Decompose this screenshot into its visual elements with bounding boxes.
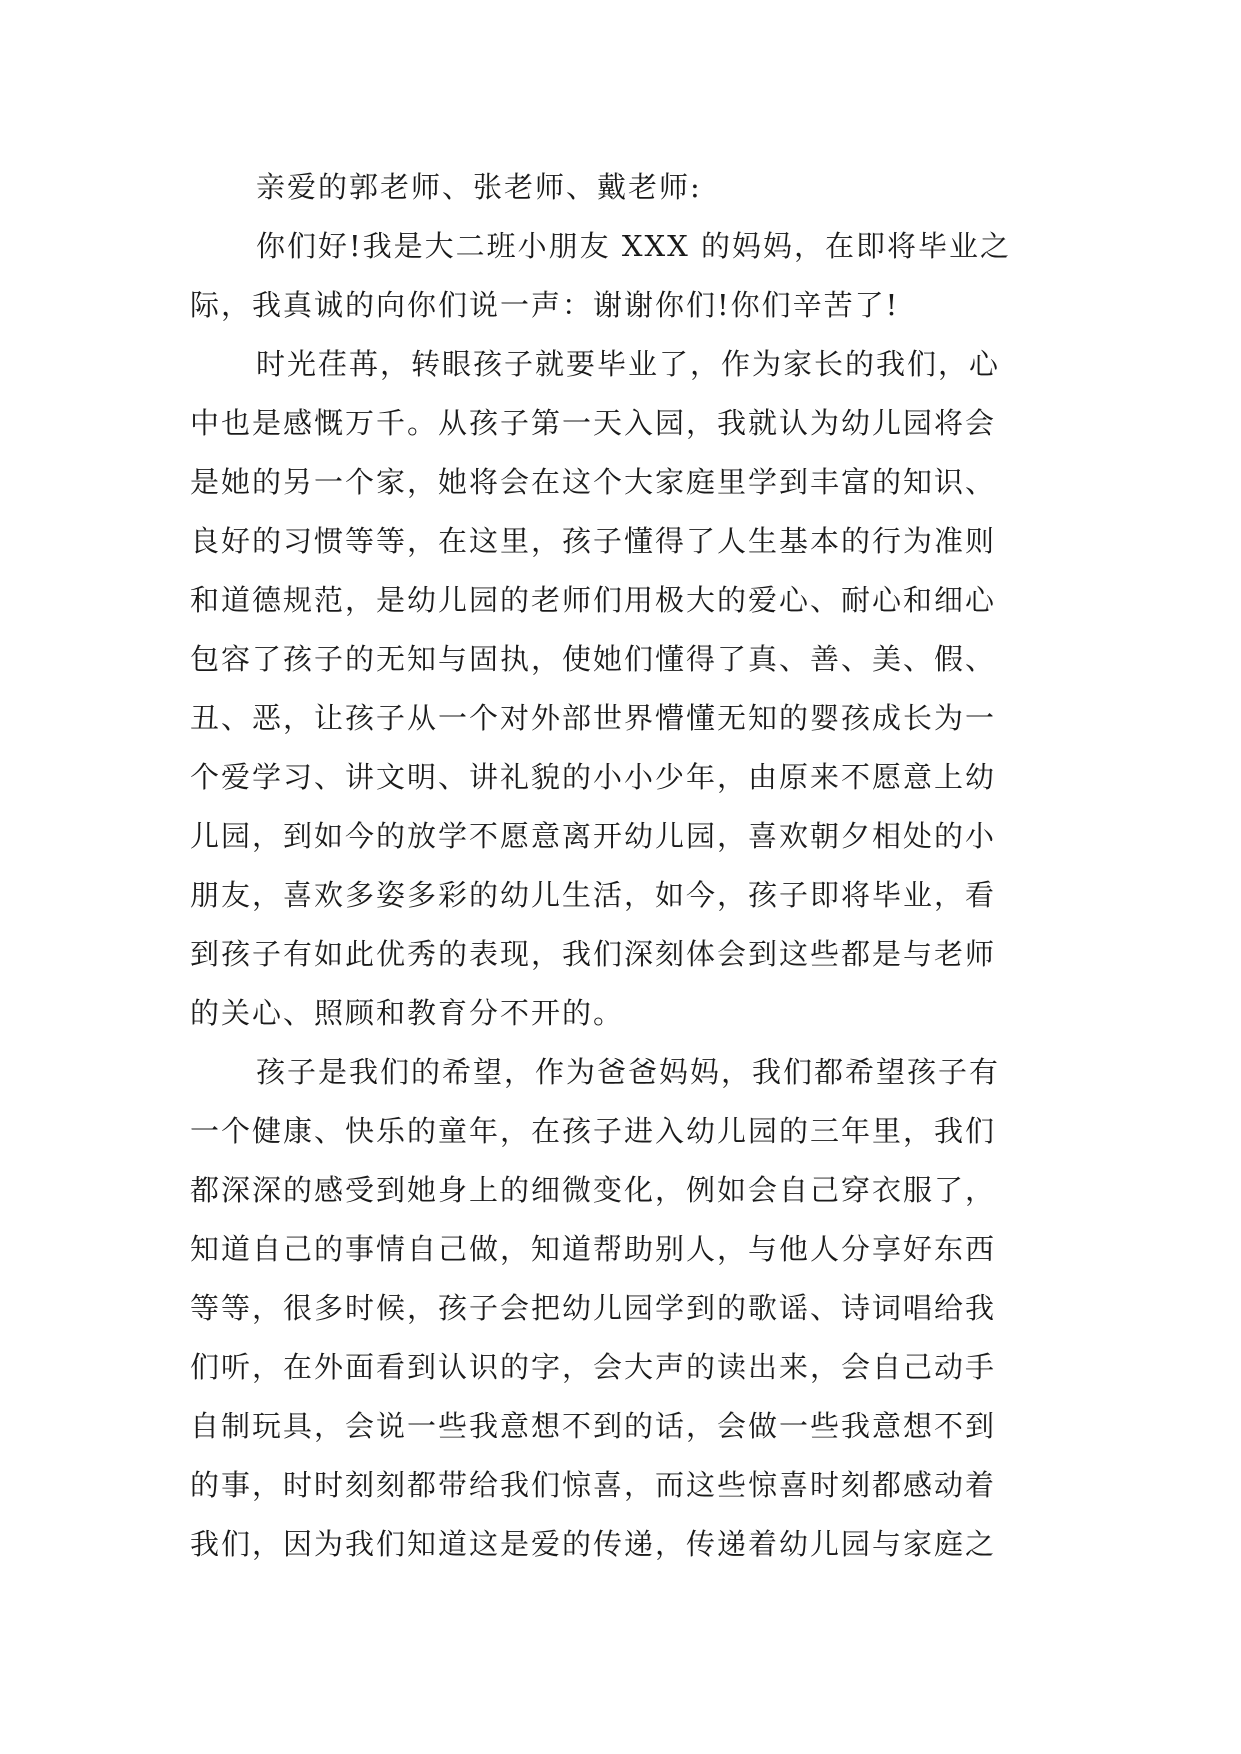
- text-line: 中也是感慨万千。从孩子第一天入园，我就认为幼儿园将会: [190, 406, 997, 440]
- text-line: 和道德规范，是幼儿园的老师们用极大的爱心、耐心和细心: [190, 583, 997, 617]
- text-line: 一个健康、快乐的童年，在孩子进入幼儿园的三年里，我们: [190, 1114, 997, 1148]
- text-line: 的关心、照顾和教育分不开的。: [190, 996, 625, 1030]
- text-line: 我们，因为我们知道这是爱的传递，传递着幼儿园与家庭之: [190, 1527, 997, 1561]
- text-line: 你们好!我是大二班小朋友 XXX 的妈妈，在即将毕业之: [256, 229, 1012, 263]
- letter-body: [190, 158, 1080, 1574]
- text-line: 时光荏苒，转眼孩子就要毕业了，作为家长的我们，心: [256, 347, 1001, 381]
- text-line: 知道自己的事情自己做，知道帮助别人，与他人分享好东西: [190, 1232, 997, 1266]
- text-line: 良好的习惯等等，在这里，孩子懂得了人生基本的行为准则: [190, 524, 997, 558]
- salutation: 亲爱的郭老师、张老师、戴老师:: [256, 170, 702, 204]
- paragraph-reflection: [190, 335, 1080, 1043]
- text-line: 到孩子有如此优秀的表现，我们深刻体会到这些都是与老师: [190, 937, 997, 971]
- text-line: 自制玩具，会说一些我意想不到的话，会做一些我意想不到: [190, 1409, 997, 1443]
- text-line: 是她的另一个家，她将会在这个大家庭里学到丰富的知识、: [190, 465, 997, 499]
- paragraph-growth: [190, 1043, 1080, 1574]
- text-line: 朋友，喜欢多姿多彩的幼儿生活，如今，孩子即将毕业，看: [190, 878, 997, 912]
- text-line: 个爱学习、讲文明、讲礼貌的小小少年，由原来不愿意上幼: [190, 760, 997, 794]
- text-line: 际，我真诚的向你们说一声：谢谢你们!你们辛苦了!: [190, 288, 900, 322]
- text-line: 包容了孩子的无知与固执，使她们懂得了真、善、美、假、: [190, 642, 997, 676]
- text-line: 等等，很多时候，孩子会把幼儿园学到的歌谣、诗词唱给我: [190, 1291, 997, 1325]
- text-line: 儿园，到如今的放学不愿意离开幼儿园，喜欢朝夕相处的小: [190, 819, 997, 853]
- text-line: 孩子是我们的希望，作为爸爸妈妈，我们都希望孩子有: [256, 1055, 1001, 1089]
- paragraph-greeting: [190, 217, 1080, 335]
- text-line: 丑、恶，让孩子从一个对外部世界懵懂无知的婴孩成长为一: [190, 701, 997, 735]
- text-line: 们听，在外面看到认识的字，会大声的读出来，会自己动手: [190, 1350, 997, 1384]
- text-line: 的事，时时刻刻都带给我们惊喜，而这些惊喜时刻都感动着: [190, 1468, 997, 1502]
- text-line: 都深深的感受到她身上的细微变化，例如会自己穿衣服了，: [190, 1173, 997, 1207]
